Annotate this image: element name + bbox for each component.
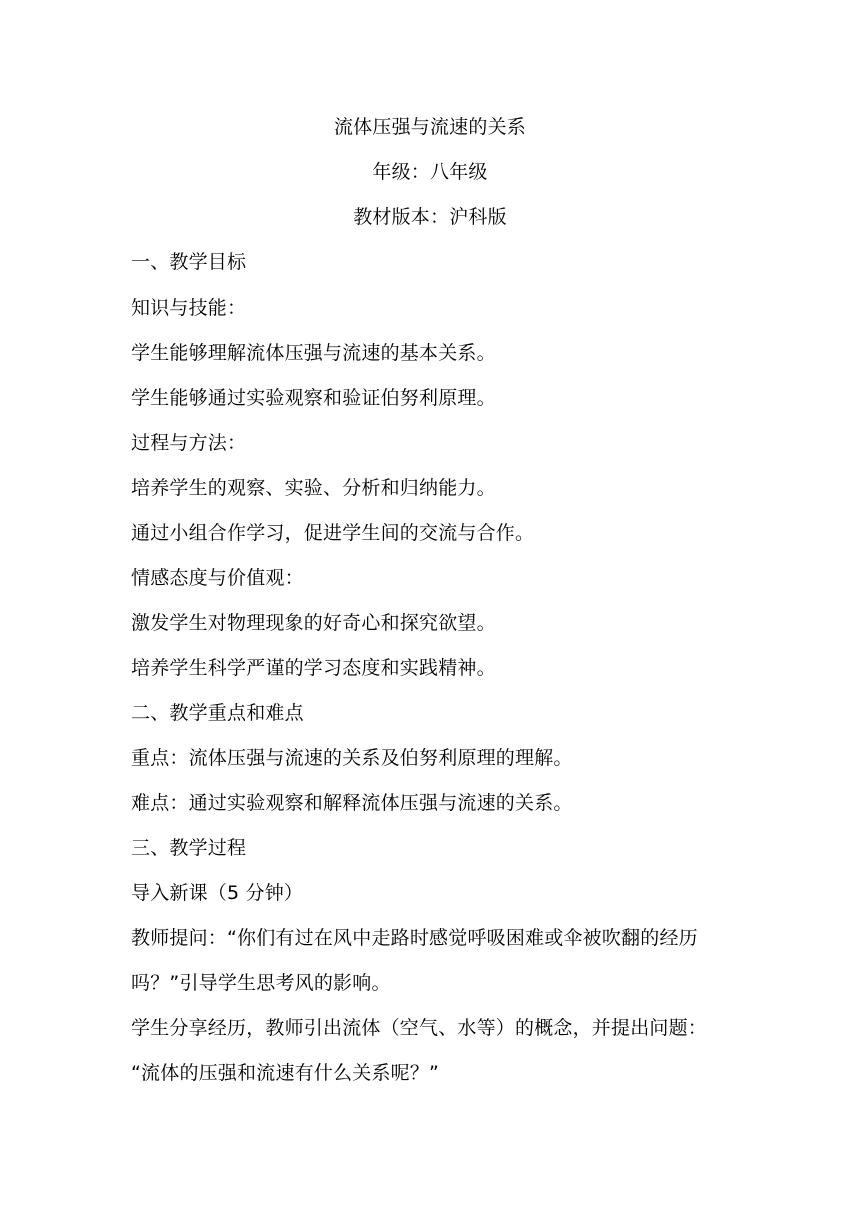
section-heading-process: 三、教学过程 (131, 837, 247, 859)
grade-line: 年级：八年级 (372, 161, 488, 183)
knowledge-item: 学生能够通过实验观察和验证伯努利原理。 (131, 387, 496, 409)
knowledge-item: 学生能够理解流体压强与流速的基本关系。 (131, 342, 496, 364)
paragraph-line: 教师提问：“你们有过在风中走路时感觉呼吸困难或伞被吹翻的经历 (131, 927, 698, 949)
subheading-intro: 导入新课（5 分钟） (131, 882, 304, 904)
process-item: 培养学生的观察、实验、分析和归纳能力。 (131, 477, 496, 499)
subheading-emotion-values: 情感态度与价值观： (131, 567, 304, 589)
focus-line: 重点：流体压强与流速的关系及伯努利原理的理解。 (131, 747, 573, 769)
paragraph-line: 吗？”引导学生思考风的影响。 (131, 972, 391, 994)
paragraph-line: “流体的压强和流速有什么关系呢？” (131, 1062, 440, 1084)
emotion-item: 激发学生对物理现象的好奇心和探究欲望。 (131, 612, 496, 634)
edition-line: 教材版本：沪科版 (353, 206, 507, 228)
section-heading-objectives: 一、教学目标 (131, 251, 247, 273)
process-item: 通过小组合作学习，促进学生间的交流与合作。 (131, 522, 535, 544)
document-title: 流体压强与流速的关系 (333, 116, 526, 138)
subheading-knowledge: 知识与技能： (131, 297, 247, 319)
paragraph-line: 学生分享经历，教师引出流体（空气、水等）的概念，并提出问题： (131, 1017, 708, 1039)
subheading-process-method: 过程与方法： (131, 432, 247, 454)
difficulty-line: 难点：通过实验观察和解释流体压强与流速的关系。 (131, 792, 573, 814)
section-heading-key-points: 二、教学重点和难点 (131, 702, 304, 724)
emotion-item: 培养学生科学严谨的学习态度和实践精神。 (131, 657, 496, 679)
